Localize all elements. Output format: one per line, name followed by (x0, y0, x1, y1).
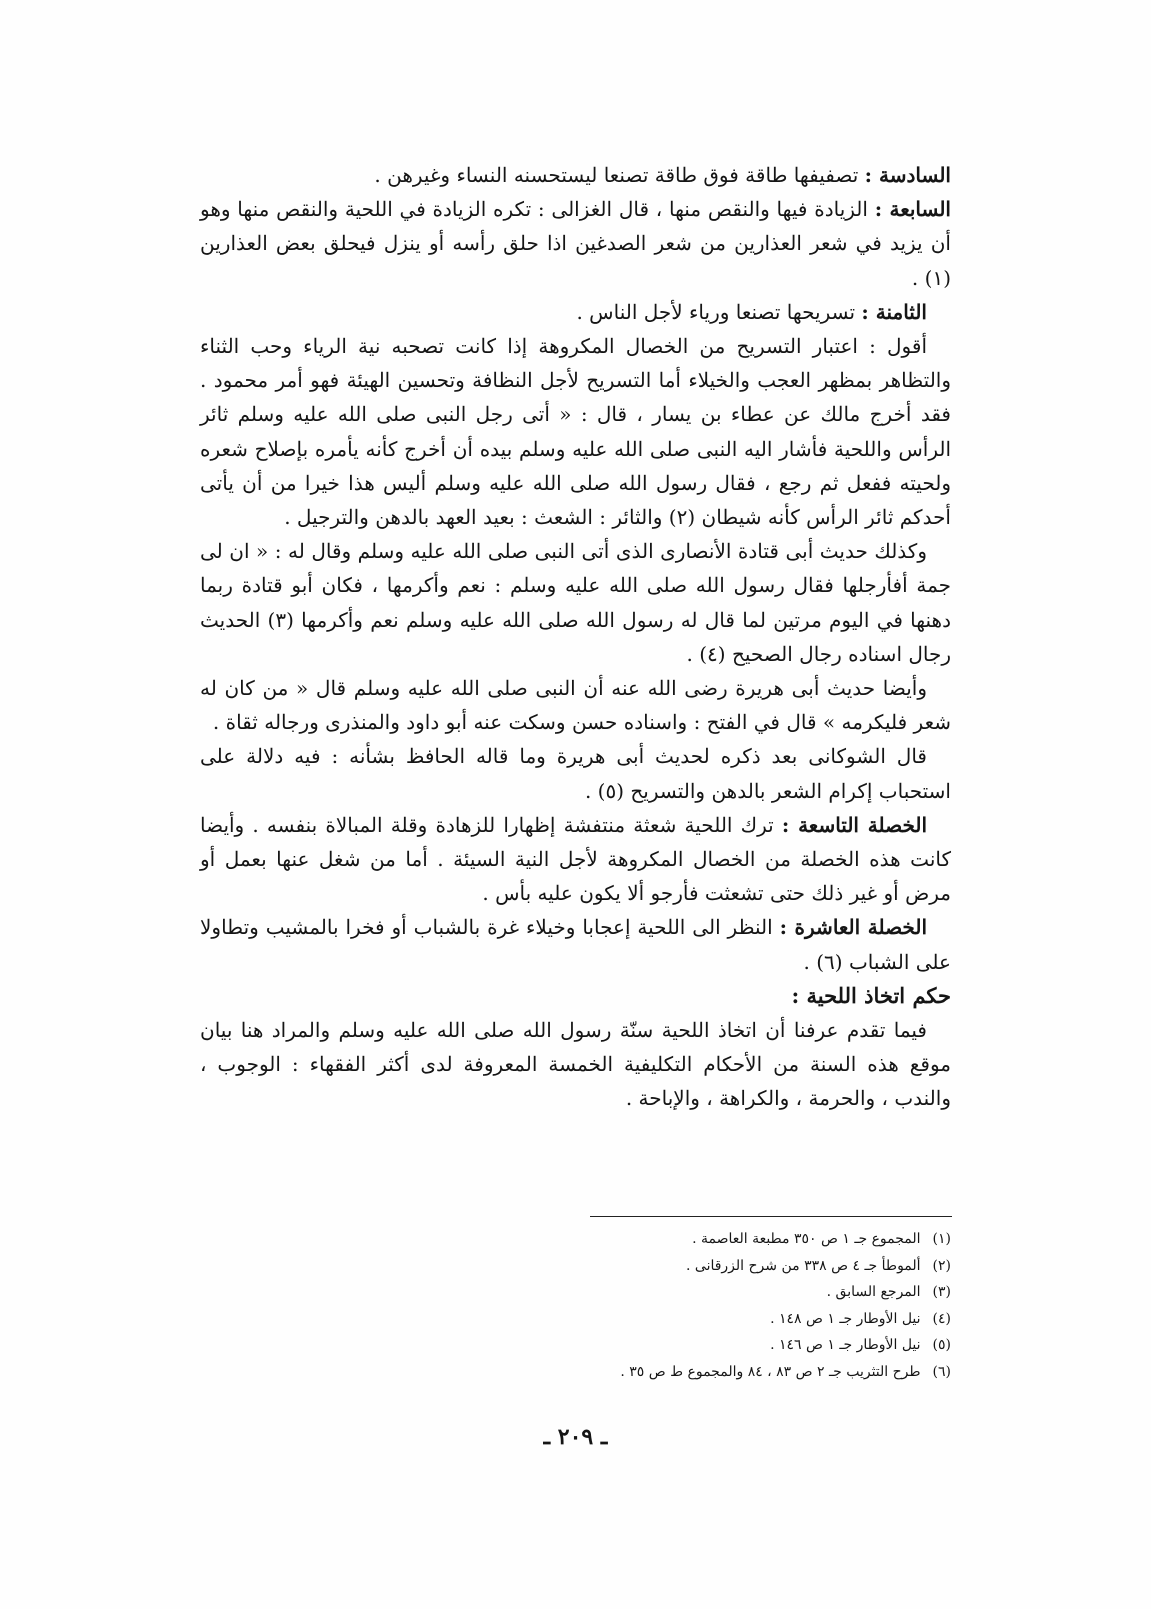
section-paragraph (200, 1013, 951, 1116)
paragraph-term: السابعة : (874, 197, 951, 222)
footnote-number: (٤) (932, 1310, 951, 1327)
footnote-text: المرجع السابق . (826, 1284, 921, 1301)
footnote-number: (١) (932, 1231, 951, 1247)
footnote (391, 1332, 951, 1359)
footnote (391, 1279, 951, 1306)
footnote (391, 1306, 951, 1333)
footnote-number: (٣) (932, 1284, 951, 1301)
page-number: ـ ٢٠٩ ـ (543, 1424, 608, 1450)
section-heading: حكم اتخاذ اللحية : (791, 982, 951, 1008)
paragraph-aqool (200, 329, 951, 534)
paragraph-ninth-trait (200, 808, 951, 911)
paragraph-term: الثامنة : (861, 299, 927, 324)
paragraph-text: تصفيفها طاقة فوق طاقة تصنعا ليستحسنه النساء وغيرهن . (374, 163, 865, 187)
footnote (391, 1359, 951, 1386)
footnotes-list (391, 1226, 951, 1386)
footnote-text: ألموطأ جـ ٤ ص ٣٣٨ من شرح الزرقانى . (686, 1257, 921, 1274)
body-text (200, 158, 951, 1116)
paragraph-text: قال الشوكانى بعد ذكره لحديث أبى هريرة وما قاله الحافظ بشأنه : فيه دلالة على استحباب إكرام الشعر بالدهن والتسريح (٥) . (200, 744, 951, 803)
paragraph-text: تسريحها تصنعا ورياء لأجل الناس . (576, 299, 862, 324)
paragraph-sixth (200, 158, 951, 192)
paragraph-text: النظر الى اللحية إعجابا وخيلاء غرة بالشباب أو فخرا بالمشيب وتطاولا على الشباب (٦) . (200, 915, 951, 974)
footnote (391, 1226, 951, 1253)
footnote-number: (٥) (932, 1337, 951, 1354)
paragraph-text: ترك اللحية شعثة منتفشة إظهارا للزهادة وقلة المبالاة بنفسه . وأيضا كانت هذه الخصلة من الخصال المكروهة لأجل النية السيئة . أما من شغل عنها بعمل أو مرض أو غير ذلك حتى تشعثت فأرجو ألا يكون عليه بأس . (200, 812, 951, 906)
footnote-number: (٦) (932, 1363, 951, 1380)
paragraph-term: السادسة : (864, 163, 951, 187)
footnote-text: نيل الأوطار جـ ١ ص ١٤٦ . (770, 1337, 921, 1354)
paragraph-abu-qatada (200, 534, 951, 671)
footnote-divider (590, 1216, 952, 1217)
paragraph-term: الخصلة التاسعة : (781, 812, 928, 837)
paragraph-text: فيما تقدم عرفنا أن اتخاذ اللحية سنّة رسول الله صلى الله عليه وسلم والمراد هنا بيان موقع هذه السنة من الأحكام التكليفية الخمسة المعروفة لدى أكثر الفقهاء : الوجوب ، والندب ، والحرمة ، والكراهة ، والإباحة . (200, 1018, 951, 1111)
paragraph-shawkani (200, 739, 951, 807)
paragraph-text: الزيادة فيها والنقص منها ، قال الغزالى : تكره الزيادة في اللحية والنقص منها وهو أن يزيد في شعر العذارين من شعر الصدغين اذا حلق رأسه أو ينزل فيحلق بعض العذارين (١) . (200, 197, 951, 290)
footnote-text: المجموع جـ ١ ص ٣٥٠ مطبعة العاصمة . (692, 1231, 921, 1247)
footnote-text: طرح التثريب جـ ٢ ص ٨٣ ، ٨٤ والمجموع ط ص ٣٥ . (620, 1363, 921, 1380)
footnote (391, 1253, 951, 1280)
paragraph-text: وكذلك حديث أبى قتادة الأنصارى الذى أتى النبى صلى الله عليه وسلم وقال له : « ان لى جمة أفأرجلها فقال رسول الله صلى الله عليه وسلم : نعم وأكرمها ، فكان أبو قتادة ربما دهنها في اليوم مرتين لما قال له رسول الله صلى الله عليه وسلم نعم وأكرمها (٣) الحديث رجال اسناده رجال الصحيح (٤) . (200, 539, 951, 666)
paragraph-abu-hurayra (200, 671, 951, 739)
paragraph-text: وأيضا حديث أبى هريرة رضى الله عنه أن النبى صلى الله عليه وسلم قال « من كان له شعر فليكرمه » قال في الفتح : واسناده حسن وسكت عنه أبو داود والمنذرى ورجاله ثقاة . (200, 676, 951, 735)
paragraph-term: الخصلة العاشرة : (779, 915, 927, 940)
footnote-number: (٢) (932, 1257, 951, 1274)
paragraph-text: أقول : اعتبار التسريح من الخصال المكروهة إذا كانت تصحبه نية الرياء وحب الثناء والتظاهر بمظهر العجب والخيلاء أما التسريح لأجل النظافة وتحسين الهيئة فهو أمر محمود . فقد أخرج مالك عن عطاء بن يسار ، قال : « أتى رجل النبى صلى الله عليه وسلم ثائر الرأس واللحية فأشار اليه النبى صلى الله عليه وسلم بيده أن أخرج كأنه يأمره بإصلاح شعره ولحيته ففعل ثم رجع ، فقال رسول الله صلى الله عليه وسلم أليس هذا خيرا من أن يأتى أحدكم ثائر الرأس كأنه شيطان (٢) والثائر : الشعث : بعيد العهد بالدهن والترجيل . (200, 334, 952, 530)
footnote-text: نيل الأوطار جـ ١ ص ١٤٨ . (770, 1310, 921, 1327)
paragraph-eighth (200, 295, 951, 329)
paragraph-tenth-trait (200, 910, 951, 978)
paragraph-seventh (200, 192, 951, 295)
